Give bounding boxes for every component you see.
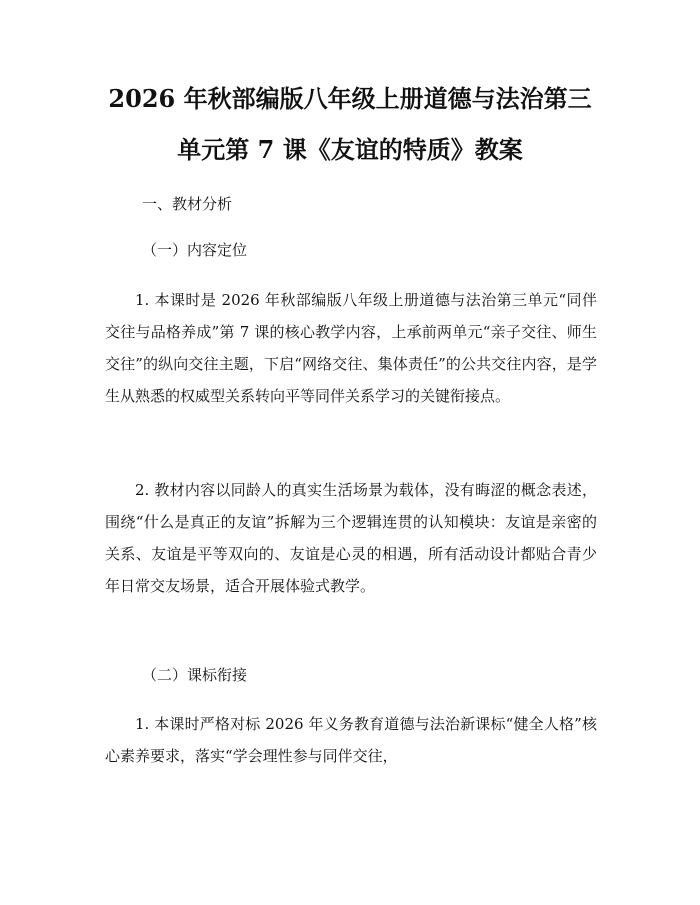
document-title-line-1: 2026 年秋部编版八年级上册道德与法治第三 [108,84,592,113]
document-title-line-2: 单元第 7 课《友谊的特质》教案 [177,135,523,164]
section-heading-textbook-analysis: 一、教材分析 [142,195,233,213]
subsection-heading-content-positioning: （一）内容定位 [142,241,248,259]
paragraph-1: 1. 本课时是 2026 年秋部编版八年级上册道德与法治第三单元“同伴交往与品格养成”第 7 课的核心教学内容，上承前两单元“亲子交往、师生交往”的纵向交往主题，下启“网络交往、集体责任”的公共交往内容，是学生从熟悉的权威型关系转向平等同伴关系学习的关键衔接点。 [105,291,597,405]
subsection-heading-curriculum-link: （二）课标衔接 [142,666,248,684]
paragraph-3: 1. 本课时严格对标 2026 年义务教育道德与法治新课标“健全人格”核心素养要求，落实“学会理性参与同伴交往， [105,715,597,765]
paragraph-2: 2. 教材内容以同龄人的真实生活场景为载体，没有晦涩的概念表述，围绕“什么是真正的友谊”拆解为三个逻辑连贯的认知模块：友谊是亲密的关系、友谊是平等双向的、友谊是心灵的相遇，所有活动设计都贴合青少年日常交友场景，适合开展体验式教学。 [105,481,597,595]
